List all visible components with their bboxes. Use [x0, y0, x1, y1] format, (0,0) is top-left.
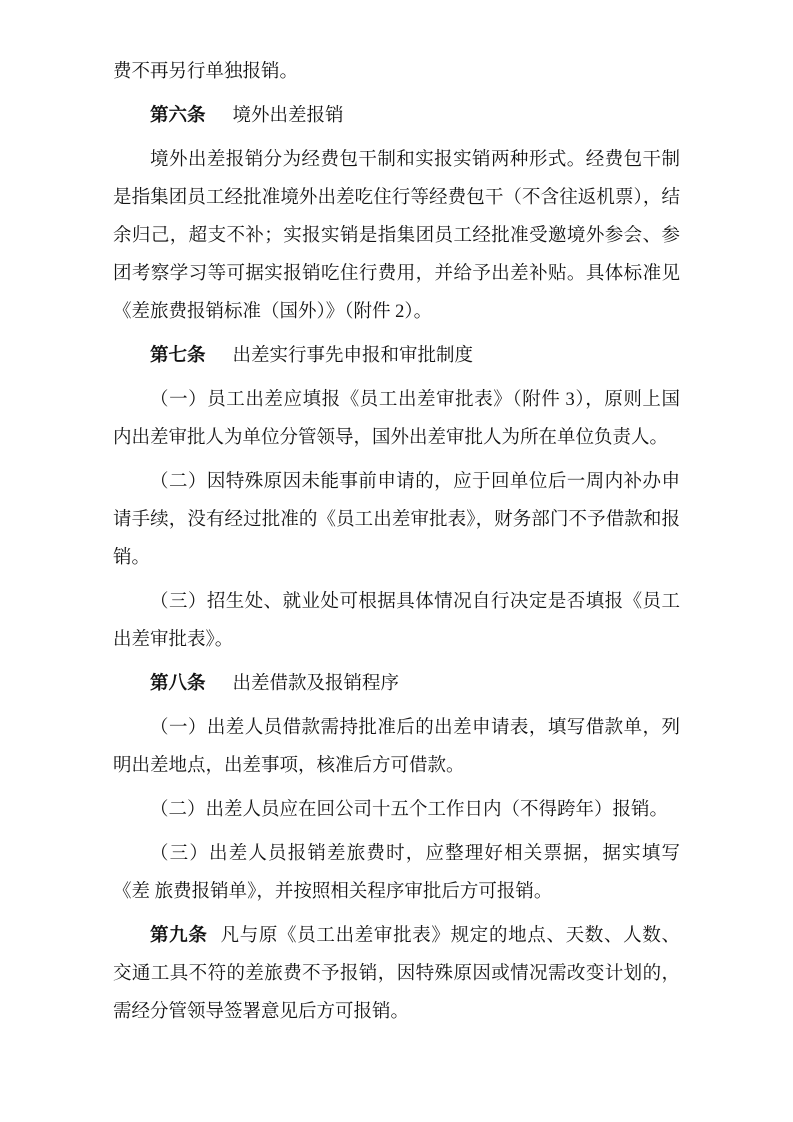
- article-6-number: 第六条: [150, 106, 206, 126]
- article-9-paragraph: [113, 917, 680, 1031]
- article-9-body: 凡与原《员工出差审批表》规定的地点、天数、人数、交通工具不符的差旅费不予报销，因特殊原因或情况需改变计划的，需经分管领导签署意见后方可报销。: [113, 926, 680, 1022]
- article-7-heading: [113, 337, 680, 375]
- paragraph-continuation: 费不再另行单独报销。: [113, 62, 299, 82]
- article-6-body: 境外出差报销分为经费包干制和实报实销两种形式。经费包干制是指集团员工经批准境外出差吃住行等经费包干（不含往返机票），结余归己，超支不补；实报实销是指集团员工经批准受邀境外参会、参团考察学习等可据实报销吃住行费用，并给予出差补贴。具体标准见《差旅费报销标准（国外）》（附件 2）。: [113, 150, 680, 322]
- article-9-number: 第九条: [150, 926, 208, 946]
- article-8-item-2: （二）出差人员应在回公司十五个工作日内（不得跨年）报销。: [150, 800, 669, 820]
- article-8-item-3: （三）出差人员报销差旅费时，应整理好相关票据，据实填写《差 旅费报销单》，并按照相关程序审批后方可报销。: [113, 844, 680, 902]
- article-8-item-1: （一）出差人员借款需持批准后的出差申请表，填写借款单，列明出差地点，出差事项，核准后方可借款。: [113, 718, 680, 776]
- article-8-title: 出差借款及报销程序: [232, 674, 400, 694]
- article-7-number: 第七条: [150, 346, 206, 366]
- article-7-title: 出差实行事先申报和审批制度: [232, 346, 474, 366]
- document-body: [113, 53, 680, 1031]
- article-6-heading: [113, 97, 680, 135]
- article-7-item-1: （一）员工出差应填报《员工出差审批表》（附件 3），原则上国 内出差审批人为单位分管领导，国外出差审批人为所在单位负责人。: [113, 390, 680, 448]
- article-8-number: 第八条: [150, 674, 206, 694]
- article-8-heading: [113, 665, 680, 703]
- article-7-item-3: （三）招生处、就业处可根据具体情况自行决定是否填报《员工出差审批表》。: [113, 592, 680, 650]
- article-7-item-2: （二）因特殊原因未能事前申请的，应于回单位后一周内补办申请手续，没有经过批准的《员工出差审批表》，财务部门不予借款和报销。: [113, 472, 680, 568]
- article-6-title: 境外出差报销: [232, 106, 344, 126]
